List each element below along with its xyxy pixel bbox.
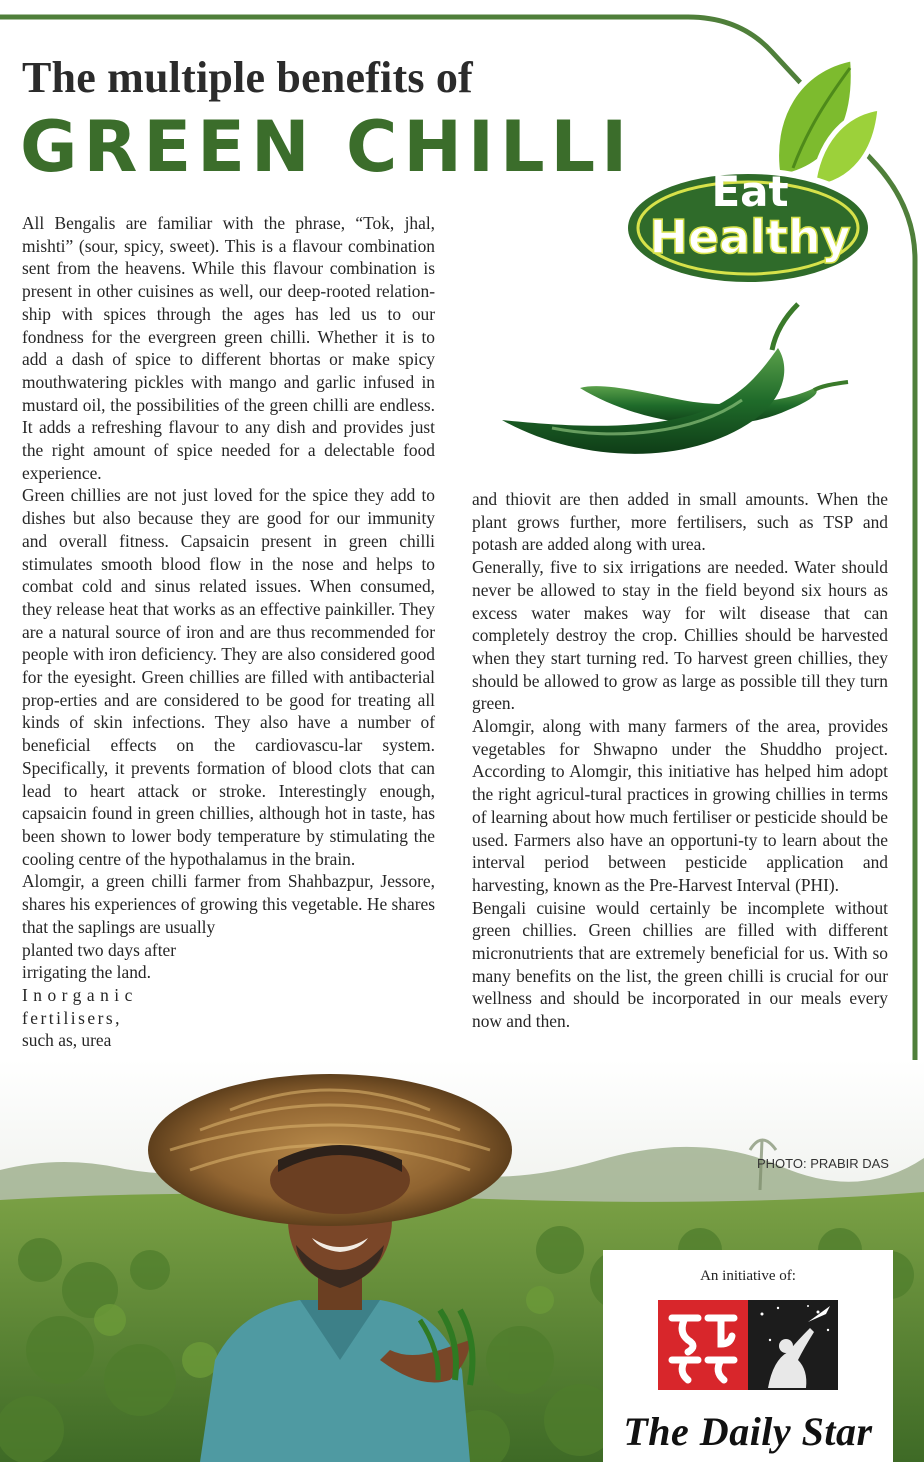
paragraph: Alomgir, along with many farmers of the area, provides vegetables for Shwapno under the Shuddho project. According to Alomgir, this initiative has helped him adopt the right agricul-tural practices in growing chillies in terms of learning about how much fertiliser or pesticide should be used. Farmers also have an opportuni-ty to learn about the interval period between pesticide application and harvesting, known as the Pre-Harvest Interval (PHI). — [472, 716, 888, 895]
paragraph: Alomgir, a green chilli farmer from Shahbazpur, Jessore, shares his experiences of growing this vegetable. He shares that the saplings are usually — [22, 871, 435, 937]
badge-eat: Eat — [711, 167, 789, 216]
tail-line: fertilisers, — [22, 1007, 123, 1028]
initiative-label: An initiative of: — [700, 1268, 796, 1284]
paragraph: Green chillies are not just loved for the spice they add to dishes but also because they are good for our immunity and overall fitness. Capsaicin present in green chilli stimulates smooth blood flow in the nose and helps to combat cold and sinus related issues. When consumed, they release heat that works as an effective painkiller. They are a natural source of iron and are thus recommended for people with iron deficiency. They are also considered good for the eyesight. Green chillies are filled with antibacterial prop-erties and are considered to be good for treating all kinds of skin infections. They also have a number of beneficial effects on the cardiovascu-lar system. Specifically, it prevents formation of blood clots that can lead to heart attack or stroke. Interestingly enough, capsaicin found in green chillies, although hot in taste, has been shown to lower body temperature by stimulating the cooling centre of the hypothalamus in the brain. — [22, 485, 435, 869]
article-column-1 — [22, 212, 435, 1052]
daily-star-logo: The Daily Star — [623, 1409, 873, 1454]
paragraph: and thiovit are then added in small amounts. When the plant grows further, more fertilisers, such as TSP and potash are added along with urea. — [472, 489, 888, 555]
column-1-tail — [22, 939, 435, 1053]
tail-line: such as, urea — [22, 1030, 112, 1051]
paragraph: Generally, five to six irrigations are needed. Water should never be allowed to stay in the field beyond six hours as excess water makes way for wilt disease that can completely destroy the crop. Chillies should be harvested when they start turning red. To harvest green chillies, they should be allowed to grow as large as possible till they turn green. — [472, 557, 888, 714]
initiative-box — [603, 1250, 893, 1462]
tail-line: planted two days after — [22, 939, 177, 960]
green-chilli-illustration — [492, 300, 862, 480]
paragraph: All Bengalis are familiar with the phrase, “Tok, jhal, mishti” (sour, spicy, sweet). This is a flavour combination sent from the heavens. While this flavour combination is present in other cuisines as well, our deep-rooted relation-ship with spices through the ages has led us to our fondness for the evergreen green chilli. Whether it is to add a dash of spice to different bhortas or make spicy mouthwatering pickles with mango and garlic infused in mustard oil, the possibilities of the green chilli are endless. It adds a refreshing flavour to any dish and provides just the right amount of spice needed for a delectable food experience. — [22, 213, 435, 483]
photo-credit: PHOTO: PRABIR DAS — [757, 1156, 889, 1171]
tail-line: irrigating the land. — [22, 962, 151, 983]
paragraph: Bengali cuisine would certainly be incomplete without green chillies. Green chillies are filled with different micronutrients that are extremely beneficial for us. With so many benefits on the list, the green chilli is crucial for our wellness and should be incorporated in our meals every now and then. — [472, 897, 888, 1032]
headline-line1: The multiple benefits of — [22, 53, 473, 102]
headline-line2: GREEN CHILLI — [20, 106, 634, 188]
badge-healthy: Healthy — [649, 210, 851, 264]
article-column-2 — [472, 488, 888, 1033]
shuddho-logo-icon — [658, 1300, 838, 1390]
eat-healthy-badge — [618, 28, 908, 288]
tail-line: Inorganic — [22, 984, 138, 1005]
